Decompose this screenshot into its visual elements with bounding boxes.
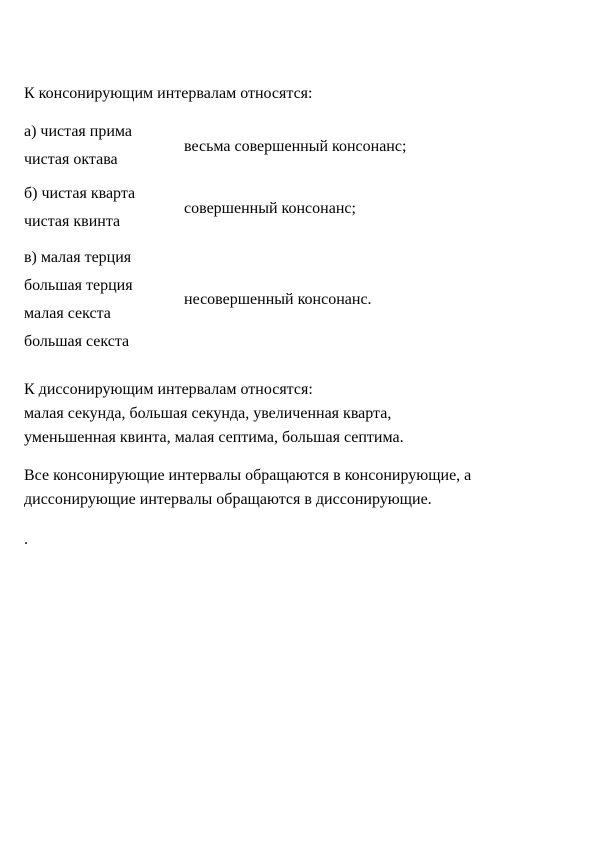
- interval-item: чистая октава: [24, 151, 118, 168]
- interval-item: а) чистая прима: [24, 123, 133, 140]
- trailing-period: .: [24, 531, 28, 548]
- consonance-description: совершенный консонанс;: [184, 200, 356, 217]
- consonance-description: несовершенный консонанс.: [184, 291, 372, 308]
- dissonant-heading: К диссонирующим интервалам относятся:: [24, 381, 313, 398]
- interval-item: в) малая терция: [24, 249, 132, 266]
- interval-item: б) чистая кварта: [24, 185, 136, 202]
- consonance-description: весьма совершенный консонанс;: [184, 138, 407, 155]
- interval-item: большая терция: [24, 277, 133, 294]
- inversion-rule-line: диссонирующие интервалы обращаются в диссонирующие.: [24, 491, 432, 508]
- dissonant-list-line: малая секунда, большая секунда, увеличенная кварта,: [24, 405, 392, 422]
- inversion-rule-line: Все консонирующие интервалы обращаются в консонирующие, а: [24, 467, 472, 484]
- consonant-heading: К консонирующим интервалам относятся:: [24, 85, 313, 102]
- interval-item: чистая квинта: [24, 213, 121, 230]
- interval-item: малая секста: [24, 305, 111, 322]
- dissonant-list-line: уменьшенная квинта, малая септима, большая септима.: [24, 429, 404, 446]
- interval-item: большая секста: [24, 333, 130, 350]
